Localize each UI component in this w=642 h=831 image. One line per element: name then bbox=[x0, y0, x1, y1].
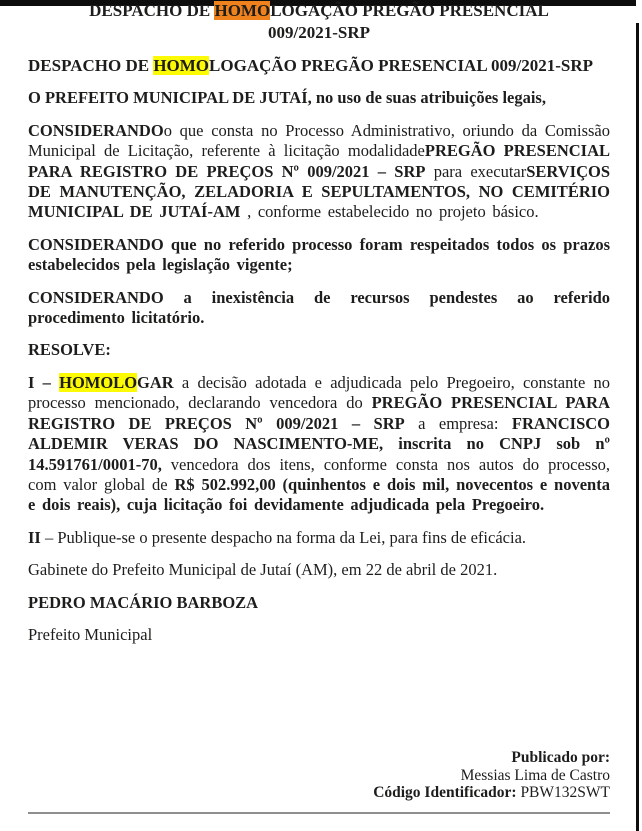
signature-name: PEDRO MACÁRIO BARBOZA bbox=[28, 592, 259, 612]
section-divider-rule bbox=[28, 812, 610, 814]
resolve-label: RESOLVE: bbox=[28, 340, 111, 360]
resolve-item-2: II – Publique-se o presente despacho na forma da Lei, para fins de eficácia. bbox=[28, 527, 527, 547]
resolve-item-1: I – HOMOLOGAR a decisão adotada e adjudicada pelo Pregoeiro, constante no processo mencionado, declarando vencedora do PREGÃO PRESENCIAL PARA REGISTRO DE PREÇOS Nº 009/2021 – SRP a empresa: FRANCISCO ALDEMIR VERAS DO NASCIMENTO-ME, inscrita no CNPJ sob nº 14.591761/0001-70, vencedora dos itens, conforme consta nos autos do processo, com valor global de R$ 502.992,00 (quinhentos e dois mil, novecentos e noventa e dois reais), cuja licitação foi devidamente adjudicada pela Pregoeiro. bbox=[28, 372, 611, 515]
considerando-paragraph-2: CONSIDERANDO que no referido processo foram respeitados todos os prazos estabelecidos pela legislação vigente; bbox=[28, 234, 610, 275]
column-divider-line bbox=[636, 23, 639, 831]
preamble-line: O PREFEITO MUNICIPAL DE JUTAÍ, no uso de suas atribuições legais, bbox=[28, 88, 546, 108]
published-by-name: Messias Lima de Castro bbox=[460, 766, 610, 784]
publication-block bbox=[373, 749, 610, 802]
subject-heading: DESPACHO DE HOMOLOGAÇÃO PREGÃO PRESENCIAL 009/2021-SRP bbox=[28, 56, 593, 75]
document-title-line2: 009/2021-SRP bbox=[268, 23, 370, 42]
document-title bbox=[28, 0, 610, 44]
closing-line: Gabinete do Prefeito Municipal de Jutaí (AM), em 22 de abril de 2021. bbox=[28, 560, 498, 580]
signature-role: Prefeito Municipal bbox=[28, 624, 153, 644]
published-by-label: Publicado por: bbox=[511, 749, 610, 766]
document-body bbox=[28, 0, 610, 657]
considerando-paragraph-3: CONSIDERANDO a inexistência de recursos pendestes ao referido procedimento licitatório. bbox=[28, 287, 610, 328]
considerando-paragraph-1: CONSIDERANDOo que consta no Processo Administrativo, oriundo da Comissão Municipal de Licitação, referente à licitação modalidadePREGÃO PRESENCIAL PARA REGISTRO DE PREÇOS Nº 009/2021 – SRP para executarSERVIÇOS DE MANUTENÇÃO, ZELADORIA E SEPULTAMENTOS, NO CEMITÉRIO MUNICIPAL DE JUTAÍ-AM , conforme estabelecido no projeto básico. bbox=[28, 120, 611, 222]
identifier-line: Código Identificador: PBW132SWT bbox=[373, 784, 610, 802]
document-title-line1: DESPACHO DE HOMOLOGAÇÃO PREGÃO PRESENCIAL bbox=[89, 1, 549, 20]
